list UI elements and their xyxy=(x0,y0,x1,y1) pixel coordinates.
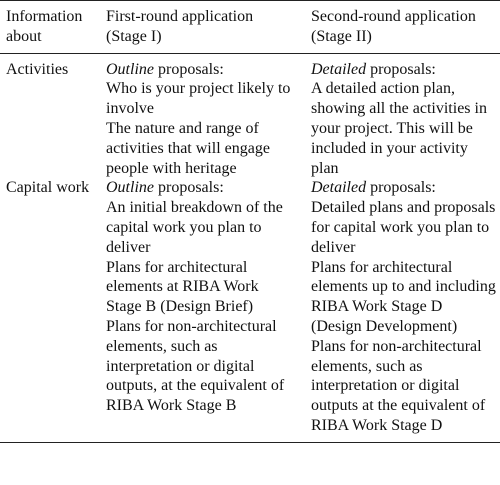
emphasis-word: Outline xyxy=(106,179,154,197)
emphasis-word: Detailed xyxy=(311,60,367,78)
cell-item: The nature and range of activities that will engage people with heritage xyxy=(106,119,270,177)
cell-item: Plans for non-architectural elements, such as interpretation or digital outputs, at the equivalent of RIBA Work Stage B xyxy=(106,317,285,415)
header-row xyxy=(0,1,500,54)
cell-intro xyxy=(106,60,297,80)
cell-item: An initial breakdown of the capital work you plan to deliver xyxy=(106,199,283,256)
cell-item: Plans for architectural elements up to and including RIBA Work Stage D (Design Development) xyxy=(311,258,496,335)
first-round-cell xyxy=(96,53,301,178)
cell-item: Plans for non-architectural elements, such as interpretation or digital outputs at the equivalent of RIBA Work Stage D xyxy=(311,337,486,434)
intro-rest: proposals: xyxy=(366,179,436,197)
cell-intro xyxy=(311,178,496,198)
first-round-cell xyxy=(96,178,301,442)
second-round-cell xyxy=(301,178,500,442)
cell-item: Detailed plans and proposals for capital work you plan to deliver xyxy=(311,199,496,256)
header-first-round: First-round application (Stage I) xyxy=(96,1,301,54)
cell-item: Plans for architectural elements at RIBA Work Stage B (Design Brief) xyxy=(106,258,259,316)
second-round-cell xyxy=(301,53,500,178)
header-information-about: Information about xyxy=(0,1,96,54)
cell-intro xyxy=(106,178,297,198)
row-label: Activities xyxy=(6,60,69,78)
intro-rest: proposals: xyxy=(154,179,224,197)
intro-rest: proposals: xyxy=(366,60,436,78)
cell-item: A detailed action plan, showing all the activities in your project. This will be included in your activity plan xyxy=(311,80,487,177)
table-header xyxy=(0,1,500,54)
cell-intro xyxy=(311,60,496,80)
table-body xyxy=(0,53,500,442)
table-row-capital-work xyxy=(0,178,500,442)
intro-rest: proposals: xyxy=(154,60,224,78)
table-row-activities xyxy=(0,53,500,178)
emphasis-word: Detailed xyxy=(311,179,367,197)
emphasis-word: Outline xyxy=(106,60,154,78)
cell-item: Who is your project likely to involve xyxy=(106,80,291,118)
header-second-round: Second-round application (Stage II) xyxy=(301,1,500,54)
row-label: Capital work xyxy=(0,178,96,442)
